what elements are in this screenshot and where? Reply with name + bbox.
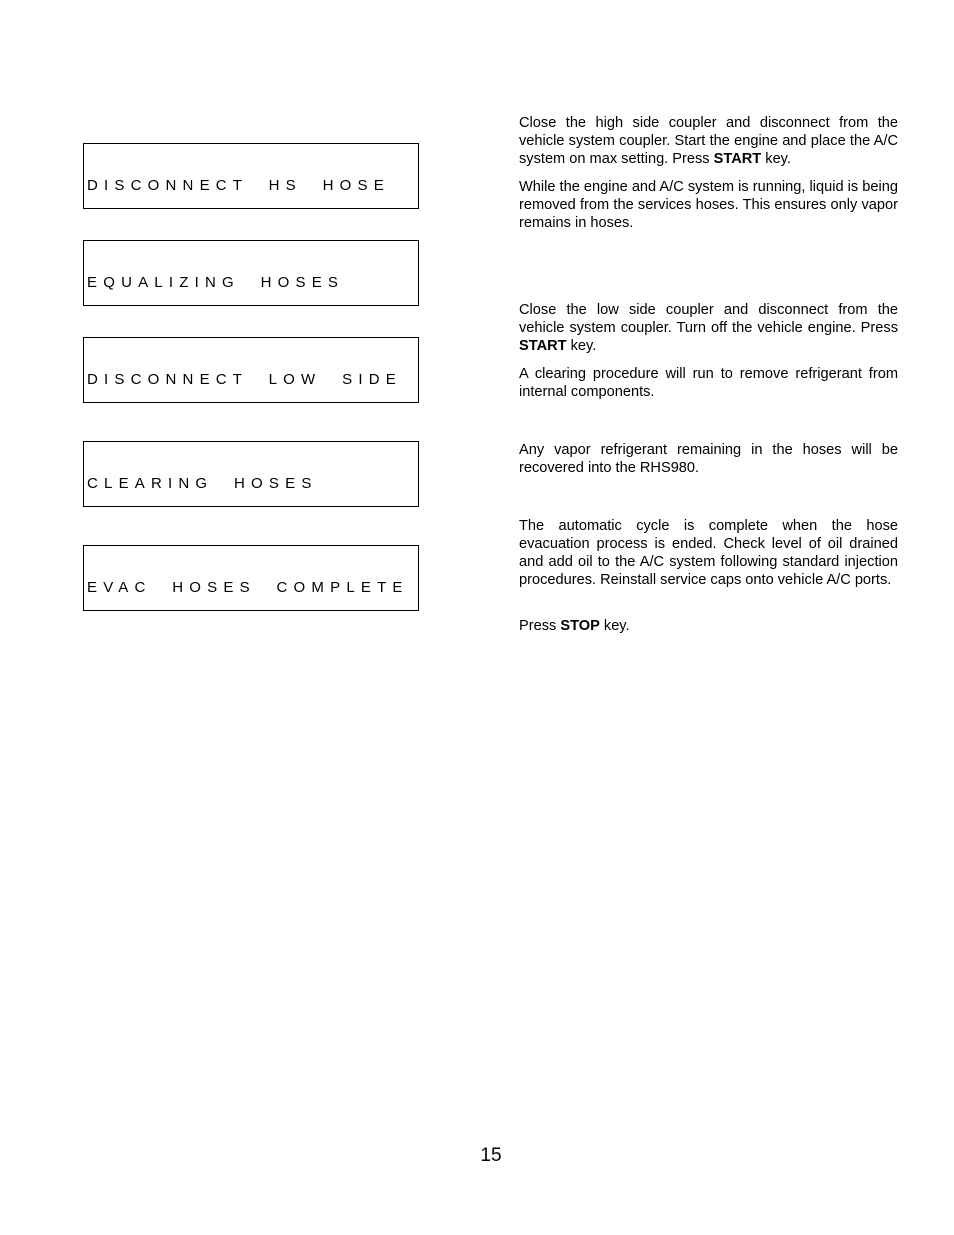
paragraph-text: A clearing procedure will run to remove refrigerant from internal components. [519,366,898,400]
paragraph-text: key. [566,338,597,354]
instruction-paragraph [519,617,898,635]
lcd-line: EVAC HOSES COMPLETE [87,579,409,597]
lcd-line: CLEARING HOSES [87,475,318,493]
paragraph-text: key. [599,618,630,634]
instruction-paragraph [519,114,898,168]
paragraph-text: While the engine and A/C system is running, liquid is being removed from the services hoses. This ensures only vapor remains in hoses. [519,179,898,231]
key-name: START [713,151,762,167]
key-name: START [519,338,567,354]
lcd-line: EQUALIZING HOSES [87,274,345,292]
instruction-paragraph [519,178,898,232]
paragraph-text: Close the low side coupler and disconnect from the vehicle system coupler. Turn off the vehicle engine. Press [519,302,898,336]
paragraph-text: key. [761,151,791,167]
instruction-paragraph [519,301,898,355]
instruction-paragraph [519,365,898,401]
paragraph-text: Press [519,618,561,634]
instruction-paragraph [519,441,898,477]
paragraph-text: Close the high side coupler and disconnect from the vehicle system coupler. Start the engine and place the A/C system on max setting. Press [519,115,898,167]
page-number: 15 [480,1145,502,1166]
key-name: STOP [560,618,600,634]
paragraph-text: The automatic cycle is complete when the hose evacuation process is ended. Check level of oil drained and add oil to the A/C system following standard injection procedures. Reinstall service caps onto vehicle A/C ports. [519,518,898,588]
lcd-line: DISCONNECT LOW SIDE [87,371,402,389]
paragraph-text: Any vapor refrigerant remaining in the hoses will be recovered into the RHS980. [519,442,898,476]
lcd-screen-evac-hoses-complete [83,545,419,611]
lcd-screen-equalizing-hoses [83,240,419,306]
lcd-screen-disconnect-low-side [83,337,419,403]
lcd-line: DISCONNECT HS HOSE [87,177,390,195]
lcd-screen-clearing-hoses [83,441,419,507]
instruction-paragraph [519,517,898,589]
lcd-screen-disconnect-hs-hose [83,143,419,209]
